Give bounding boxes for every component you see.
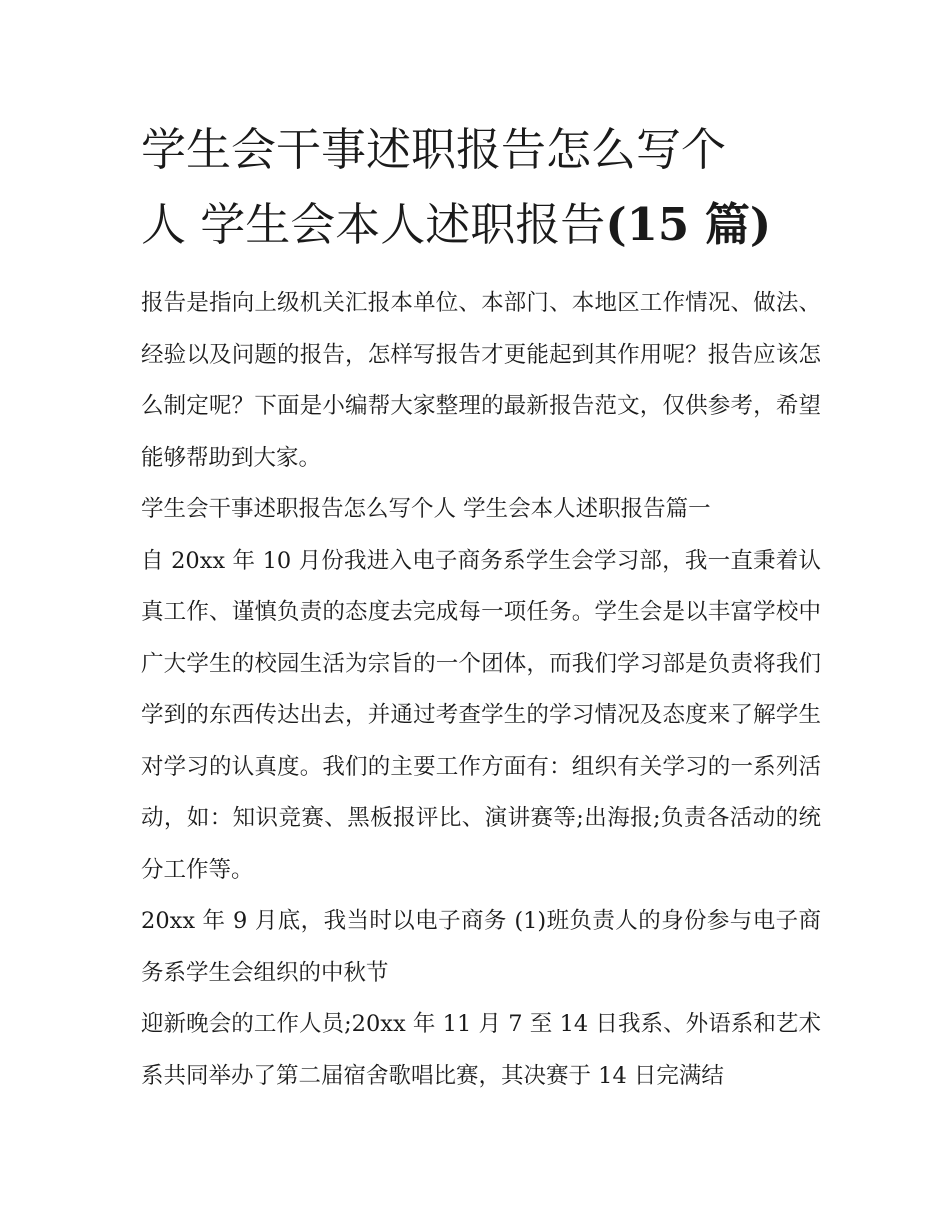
title-count: (15 篇) [605, 198, 772, 251]
body-paragraph: 20xx 年 9 月底，我当时以电子商务 (1)班负责人的身份参与电子商务系学生会组织的中秋节 [141, 908, 821, 986]
section-heading: 学生会干事述职报告怎么写个人 学生会本人述职报告篇一 [141, 496, 711, 522]
title-line-2: 人 学生会本人述职报告 [141, 198, 606, 251]
document-title [141, 112, 821, 262]
title-line-1: 学生会干事述职报告怎么写个 [141, 123, 727, 176]
intro-paragraph: 报告是指向上级机关汇报本单位、本部门、本地区工作情况、做法、经验以及问题的报告，怎样写报告才更能起到其作用呢？报告应该怎么制定呢？下面是小编帮大家整理的最新报告范文，仅供参考，希望能够帮助到大家。 [141, 290, 821, 471]
document-body [141, 278, 821, 1102]
body-paragraph: 迎新晚会的工作人员;20xx 年 11 月 7 至 14 日我系、外语系和艺术系共同举办了第二届宿舍歌唱比赛，其决赛于 14 日完满结 [141, 1011, 821, 1089]
body-paragraph: 自 20xx 年 10 月份我进入电子商务系学生会学习部，我一直秉着认真工作、谨慎负责的态度去完成每一项任务。学生会是以丰富学校中广大学生的校园生活为宗旨的一个团体，而我们学习部是负责将我们学到的东西传达出去，并通过考查学生的学习情况及态度来了解学生对学习的认真度。我们的主要工作方面有：组织有关学习的一系列活动，如：知识竞赛、黑板报评比、演讲赛等;出海报;负责各活动的统分工作等。 [141, 547, 821, 883]
